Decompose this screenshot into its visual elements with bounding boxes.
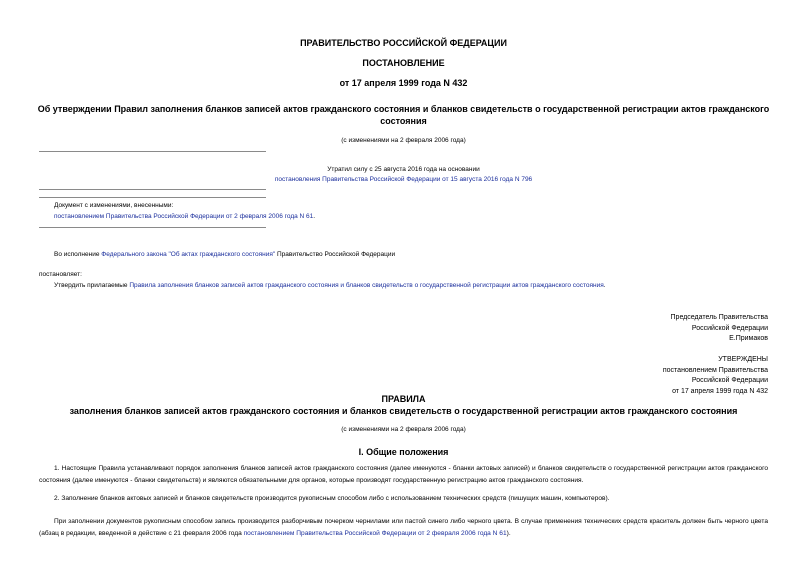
approved-block [663,355,768,397]
preamble [54,251,395,258]
paragraph-3 [39,516,768,539]
preamble-suffix: Правительство Российской Федерации [275,251,396,258]
divider [39,227,266,228]
signature-name: Е.Примаков [729,335,768,342]
approve-statement [54,282,606,289]
preamble-prefix: Во исполнение [54,251,102,258]
paragraph-3-decree-link[interactable]: постановлением Правительства Российской Федерации от 2 февраля 2006 года N 61 [243,529,507,537]
divider [39,189,266,190]
amendments-suffix: . [313,213,316,220]
approve-prefix: Утвердить прилагаемые [54,282,130,289]
amendments-line [54,213,315,220]
document-title-line2: состояния [380,116,427,126]
signature-line1: Председатель Правительства [670,314,768,321]
signature-block [671,313,768,345]
amendment-decree-link[interactable]: постановлением Правительства Российской Федерации от 2 февраля 2006 года N 61 [54,213,314,220]
amendments-label: Документ с изменениями, внесенными: [54,202,174,209]
paragraph-3-suffix: ). [506,529,511,537]
rules-changes-note: (с изменениями на 2 февраля 2006 года) [341,426,466,433]
rules-heading: ПРАВИЛА [381,394,426,404]
government-name: ПРАВИТЕЛЬСТВО РОССИЙСКОЙ ФЕДЕРАЦИИ [300,38,507,48]
section-heading: I. Общие положения [358,447,449,457]
document-type: ПОСТАНОВЛЕНИЕ [362,58,445,68]
paragraph-3-text: При заполнении документов рукописным способом запись производится разборчивым почерком чернилами или пастой синего либо черного цвета. В случае применения технических средств краситель должен быть черного цвета (абзац в редакции, введенной в действие с 21 февраля 2006 года [39,518,768,537]
expiry-decree-link[interactable]: постановления Правительства Российской Федерации от 15 августа 2016 года N 796 [274,176,533,183]
changes-note: (с изменениями на 2 февраля 2006 года) [341,137,466,144]
paragraph-2: 2. Заполнение бланков актовых записей и бланков свидетельств производится рукописным способом либо с использованием технических средств (пишущих машин, компьютеров). [54,495,610,502]
rules-link[interactable]: Правила заполнения бланков записей актов гражданского состояния и бланков свидетельств о государственной регистрации актов гражданского состояния [129,282,604,289]
divider [39,151,266,152]
expiry-notice: Утратил силу с 25 августа 2016 года на основании [327,166,480,173]
divider [39,197,266,198]
rules-subheading: заполнения бланков записей актов гражданского состояния и бланков свидетельств о государственной регистрации актов гражданского состояния [69,406,738,416]
approved-line1: УТВЕРЖДЕНЫ [718,356,768,363]
decrees-label: постановляет: [39,271,82,278]
document-title-line1: Об утверждении Правил заполнения бланков записей актов гражданского состояния и бланков свидетельств о государственной регистрации актов гражданского [37,104,770,114]
approve-suffix: . [603,282,606,289]
approved-line4: от 17 апреля 1999 года N 432 [672,387,768,395]
signature-line2: Российской Федерации [691,324,768,332]
paragraph-1: 1. Настоящие Правила устанавливают порядок заполнения бланков записей актов гражданского состояния (далее именуются - бланки актовых записей) и бланков свидетельств о государственной регистрации актов гражданского состояния (далее именуются - бланки свидетельств) и являются обязательными для органов, которые производят государственную регистрацию актов гражданского состояния. [39,465,768,484]
approved-line3: Российской Федерации [691,377,768,384]
approved-line2: постановлением Правительства [662,366,768,374]
federal-law-link[interactable]: Федерального закона "Об актах гражданского состояния" [101,251,276,258]
document-date-number: от 17 апреля 1999 года N 432 [339,78,468,88]
